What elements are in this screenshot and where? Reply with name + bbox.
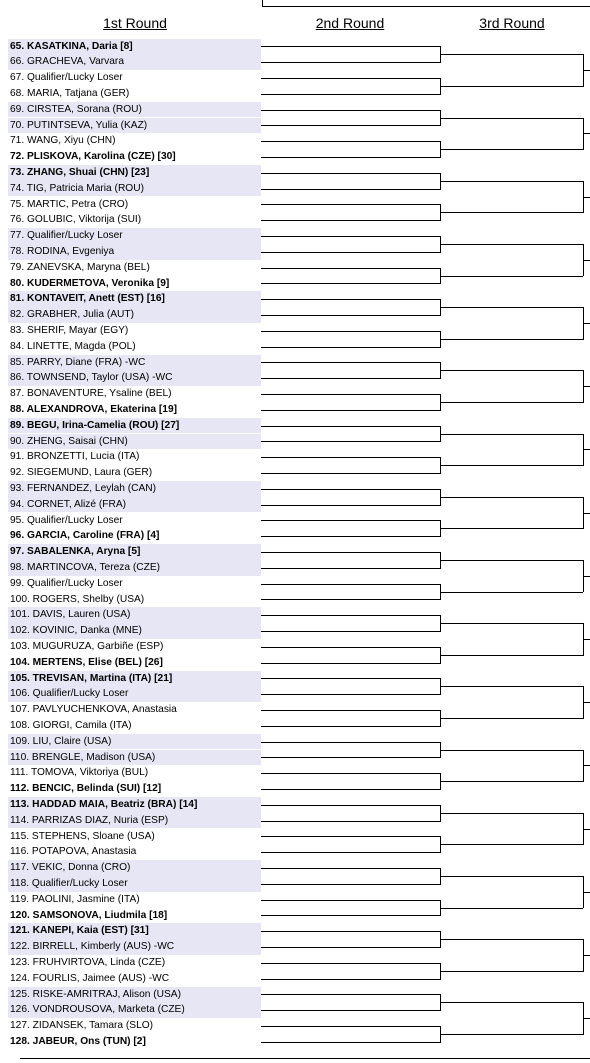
bracket-line-r1: [261, 568, 440, 569]
player-entry: 91. BRONZETTI, Lucia (ITA): [10, 451, 140, 463]
bracket-line-r3: [583, 513, 590, 514]
player-entry: 65. KASATKINA, Daria [8]: [8, 39, 261, 55]
bracket-line-r1: [261, 1010, 440, 1011]
bracket-line-r2: [440, 244, 583, 245]
player-entry: 126. VONDROUSOVA, Marketa (CZE): [8, 1002, 261, 1018]
bracket-line-r1: [261, 410, 440, 411]
bracket-line-r2: [440, 750, 583, 751]
bracket-line-r1: [261, 299, 440, 300]
player-entry: 83. SHERIF, Mayar (EGY): [10, 324, 129, 336]
player-entry: 92. SIEGEMUND, Laura (GER): [10, 467, 153, 479]
player-entry: 94. CORNET, Alizé (FRA): [8, 497, 261, 513]
bracket-line-r2: [440, 370, 583, 371]
bracket-line-r2: [440, 718, 583, 719]
bracket-line-r1: [261, 78, 440, 79]
bracket-line-r2: [440, 560, 583, 561]
player-entry: 107. PAVLYUCHENKOVA, Anastasia: [10, 704, 177, 716]
player-entry: 93. FERNANDEZ, Leylah (CAN): [8, 481, 261, 497]
bracket-line-r3: [583, 449, 590, 450]
bracket-line-r2: [440, 686, 583, 687]
bracket-line-r1: [261, 599, 440, 600]
bracket-line-r3: [583, 955, 590, 956]
bracket-line-r2: [440, 813, 583, 814]
bracket-line-r1: [261, 426, 440, 427]
bracket-line-r2: [440, 844, 583, 845]
player-entry: 66. GRACHEVA, Varvara: [8, 54, 261, 70]
bracket-line-r1: [261, 884, 440, 885]
player-entry: 102. KOVINIC, Danka (MNE): [8, 623, 261, 639]
player-entry: 115. STEPHENS, Sloane (USA): [10, 830, 155, 842]
bracket-line-r2: [440, 434, 583, 435]
bracket-line-r1: [261, 915, 440, 916]
player-entry: 120. SAMSONOVA, Liudmila [18]: [10, 909, 168, 921]
bracket-line-r1: [261, 157, 440, 158]
bracket-line-r2: [440, 339, 583, 340]
player-entry: 69. CIRSTEA, Sorana (ROU): [8, 102, 261, 118]
player-entry: 68. MARIA, Tatjana (GER): [10, 87, 130, 99]
bracket-line-r2: [440, 655, 583, 656]
bracket-line-r1: [261, 773, 440, 774]
player-entry: 113. HADDAD MAIA, Beatriz (BRA) [14]: [8, 797, 261, 813]
bracket-line-r1: [261, 789, 440, 790]
bracket-line-r3: [583, 70, 590, 71]
bracket-line-r3: [583, 829, 590, 830]
bracket-line-r2: [440, 1002, 583, 1003]
bracket-line-r2: [440, 592, 583, 593]
bracket-line-r3: [583, 765, 590, 766]
bracket-line-r1: [261, 615, 440, 616]
player-entry: 128. JABEUR, Ons (TUN) [2]: [10, 1035, 146, 1047]
bracket-line-r1: [261, 141, 440, 142]
header-round-2: 2nd Round: [315, 15, 385, 31]
bracket-line-r1: [261, 505, 440, 506]
header-round-1: 1st Round: [103, 15, 167, 31]
bracket-line-r1: [261, 694, 440, 695]
bracket-line-r1: [261, 742, 440, 743]
bracket-line-r2: [440, 497, 583, 498]
player-entry: 123. FRUHVIRTOVA, Linda (CZE): [10, 956, 166, 968]
player-entry: 76. GOLUBIC, Viktorija (SUI): [10, 214, 142, 226]
bracket-line-r1: [261, 473, 440, 474]
bracket-line-r1: [261, 189, 440, 190]
bracket-line-r1: [261, 220, 440, 221]
bracket-line-r1: [261, 173, 440, 174]
player-entry: 90. ZHENG, Saisai (CHN): [8, 434, 261, 450]
player-entry: 119. PAOLINI, Jasmine (ITA): [10, 893, 140, 905]
bracket-line-r2: [440, 212, 583, 213]
bracket-line-r1: [261, 315, 440, 316]
bracket-line-r1: [261, 1042, 440, 1043]
player-entry: 103. MUGURUZA, Garbiñe (ESP): [10, 640, 164, 652]
bracket-line-r2: [440, 1034, 583, 1035]
player-entry: 73. ZHANG, Shuai (CHN) [23]: [8, 165, 261, 181]
player-entry: 86. TOWNSEND, Taylor (USA) -WC: [8, 370, 261, 386]
player-entry: 122. BIRRELL, Kimberly (AUS) -WC: [8, 939, 261, 955]
player-entry: 96. GARCIA, Caroline (FRA) [4]: [10, 530, 160, 542]
bracket-line-r1: [261, 441, 440, 442]
bracket-line-r1: [261, 62, 440, 63]
bracket-line-r1: [261, 125, 440, 126]
bracket-line-r2: [440, 939, 583, 940]
player-entry: 108. GIORGI, Camila (ITA): [10, 719, 132, 731]
player-entry: 105. TREVISAN, Martina (ITA) [21]: [8, 671, 261, 687]
player-entry: 121. KANEPI, Kaia (EST) [31]: [8, 923, 261, 939]
bracket-line-r2: [440, 181, 583, 182]
player-entry: 84. LINETTE, Magda (POL): [10, 340, 136, 352]
bracket-line-r1: [261, 489, 440, 490]
player-entry: 109. LIU, Claire (USA): [8, 734, 261, 750]
bracket-line-r2: [440, 971, 583, 972]
bracket-line-r1: [261, 805, 440, 806]
bracket-line-r3: [583, 386, 590, 387]
bracket-line-r1: [261, 710, 440, 711]
player-entry: 95. Qualifier/Lucky Loser: [10, 514, 123, 526]
bracket-line-r1: [261, 536, 440, 537]
bracket-line-r1: [261, 757, 440, 758]
player-entry: 101. DAVIS, Lauren (USA): [8, 607, 261, 623]
player-entry: 85. PARRY, Diane (FRA) -WC: [8, 355, 261, 371]
bracket-line-r1: [261, 836, 440, 837]
bracket-line-r3: [583, 576, 590, 577]
player-entry: 88. ALEXANDROVA, Ekaterina [19]: [10, 403, 178, 415]
player-entry: 74. TIG, Patricia Maria (ROU): [8, 181, 261, 197]
player-entry: 114. PARRIZAS DIAZ, Nuria (ESP): [8, 813, 261, 829]
bracket-line-r1: [261, 631, 440, 632]
bracket-line-r1: [261, 46, 440, 47]
bracket-line-r1: [261, 110, 440, 111]
bracket-line-r1: [261, 283, 440, 284]
bracket-line-r1: [261, 726, 440, 727]
player-entry: 78. RODINA, Evgeniya: [8, 244, 261, 260]
bracket-line-r2: [440, 528, 583, 529]
bracket-line-r1: [261, 94, 440, 95]
bracket-line-r1: [261, 900, 440, 901]
bracket-line-r3: [583, 702, 590, 703]
player-entry: 89. BEGU, Irina-Camelia (ROU) [27]: [8, 418, 261, 434]
bracket-line-r2: [440, 307, 583, 308]
player-entry: 79. ZANEVSKA, Maryna (BEL): [10, 261, 150, 273]
bracket-line-r3: [583, 323, 590, 324]
bracket-line-r2: [440, 876, 583, 877]
bracket-line-r2: [440, 86, 583, 87]
bracket-line-r2: [440, 402, 583, 403]
player-entry: 125. RISKE-AMRITRAJ, Alison (USA): [8, 987, 261, 1003]
bracket-line-r1: [261, 362, 440, 363]
player-entry: 111. TOMOVA, Viktoriya (BUL): [10, 767, 149, 779]
bracket-line-r1: [261, 252, 440, 253]
bracket-line-r3: [583, 260, 590, 261]
bracket-line-r1: [261, 821, 440, 822]
player-entry: 77. Qualifier/Lucky Loser: [8, 228, 261, 244]
player-entry: 70. PUTINTSEVA, Yulia (KAZ): [8, 118, 261, 134]
bracket-line-r1: [261, 268, 440, 269]
bracket-line-r2: [440, 118, 583, 119]
player-entry: 80. KUDERMETOVA, Veronika [9]: [10, 277, 170, 289]
bracket-line-r1: [261, 347, 440, 348]
player-entry: 124. FOURLIS, Jaimee (AUS) -WC: [10, 972, 170, 984]
player-entry: 100. ROGERS, Shelby (USA): [10, 593, 145, 605]
bracket-line-r3: [583, 639, 590, 640]
bracket-line-r2: [440, 54, 583, 55]
bracket-line-r1: [261, 678, 440, 679]
bracket-line-r1: [261, 868, 440, 869]
bracket-line-r1: [261, 520, 440, 521]
bracket-line-r3: [583, 133, 590, 134]
bracket-line-r1: [261, 663, 440, 664]
player-entry: 118. Qualifier/Lucky Loser: [8, 876, 261, 892]
player-entry: 87. BONAVENTURE, Ysaline (BEL): [10, 388, 172, 400]
bottom-border-line: [20, 1058, 590, 1059]
bracket-line-r1: [261, 204, 440, 205]
player-entry: 110. BRENGLE, Madison (USA): [8, 750, 261, 766]
bracket-line-r2: [440, 908, 583, 909]
bracket-line-r2: [440, 781, 583, 782]
player-entry: 81. KONTAVEIT, Anett (EST) [16]: [8, 291, 261, 307]
player-entry: 116. POTAPOVA, Anastasia: [10, 846, 137, 858]
player-entry: 98. MARTINCOVA, Tereza (CZE): [8, 560, 261, 576]
bracket-line-r1: [261, 647, 440, 648]
player-entry: 99. Qualifier/Lucky Loser: [10, 577, 123, 589]
player-entry: 127. ZIDANSEK, Tamara (SLO): [10, 1020, 154, 1032]
bracket-line-r1: [261, 584, 440, 585]
bracket-line-r2: [440, 276, 583, 277]
bracket-line-r1: [261, 457, 440, 458]
bracket-line-r1: [261, 931, 440, 932]
bracket-line-r1: [261, 994, 440, 995]
player-entry: 72. PLISKOVA, Karolina (CZE) [30]: [10, 151, 176, 163]
bracket-line-r1: [261, 331, 440, 332]
player-entry: 71. WANG, Xiyu (CHN): [10, 135, 116, 147]
bracket-line-r1: [261, 394, 440, 395]
bracket-line-r1: [261, 552, 440, 553]
player-entry: 82. GRABHER, Julia (AUT): [8, 307, 261, 323]
bracket-line-r2: [440, 149, 583, 150]
bracket-line-r2: [440, 623, 583, 624]
bracket-line-r1: [261, 378, 440, 379]
player-entry: 75. MARTIC, Petra (CRO): [10, 198, 129, 210]
bracket-line-r3: [583, 197, 590, 198]
player-entry: 117. VEKIC, Donna (CRO): [8, 860, 261, 876]
bracket-line-r3: [583, 892, 590, 893]
top-border-tick: [262, 0, 263, 7]
bracket-line-r1: [261, 979, 440, 980]
player-entry: 97. SABALENKA, Aryna [5]: [8, 544, 261, 560]
bracket-line-r1: [261, 947, 440, 948]
bracket-line-r1: [261, 236, 440, 237]
bracket-line-r1: [261, 852, 440, 853]
top-border-line: [262, 6, 590, 7]
bracket-line-r1: [261, 1026, 440, 1027]
player-entry: 106. Qualifier/Lucky Loser: [8, 686, 261, 702]
bracket-line-r3: [583, 1018, 590, 1019]
bracket-line-r1: [261, 963, 440, 964]
player-entry: 112. BENCIC, Belinda (SUI) [12]: [10, 783, 162, 795]
player-entry: 104. MERTENS, Elise (BEL) [26]: [10, 656, 163, 668]
player-entry: 67. Qualifier/Lucky Loser: [10, 72, 123, 84]
bracket-line-r2: [440, 465, 583, 466]
header-round-3: 3rd Round: [479, 15, 545, 31]
